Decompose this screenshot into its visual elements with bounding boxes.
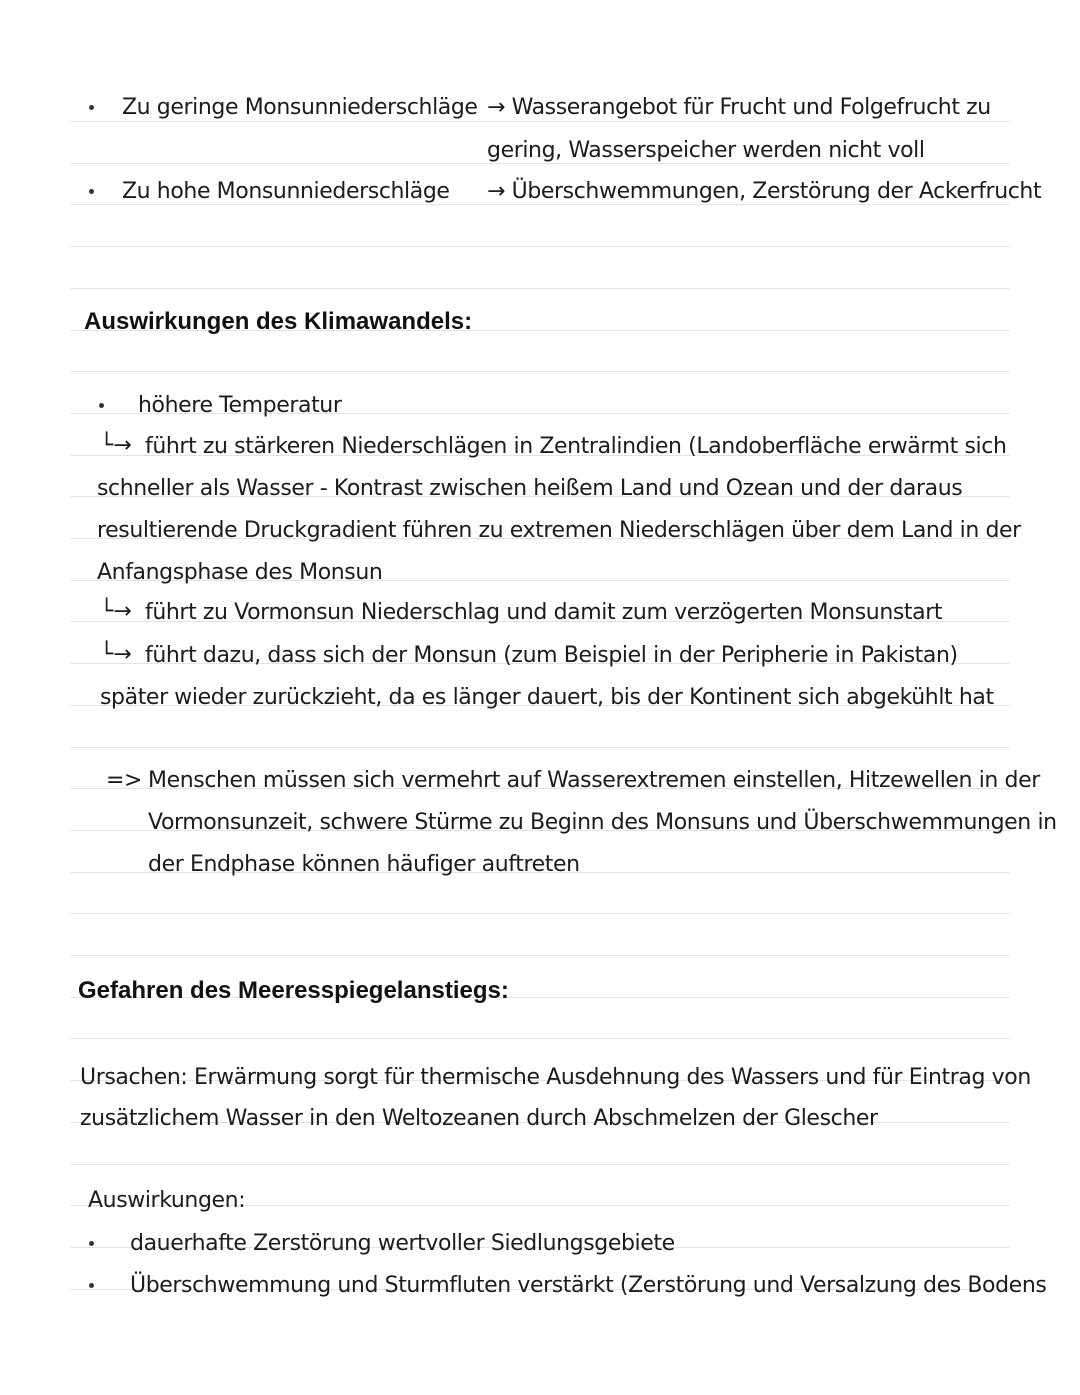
conclusion-text: der Endphase können häufiger auftreten [148,852,580,877]
result-text: resultierende Druckgradient führen zu extremen Niederschlägen über dem Land in der [97,518,1021,543]
hook-arrow-icon: └→ [100,599,132,624]
ruled-line [70,1038,1010,1039]
effects-label: Auswirkungen: [88,1188,246,1213]
bullet-dot [89,1283,94,1288]
ruled-line [70,747,1010,748]
cause-text: Zu hohe Monsunniederschläge [122,179,450,204]
hook-arrow-icon: └→ [100,433,132,458]
effect-text: → Überschwemmungen, Zerstörung der Ackerfrucht [487,179,1042,204]
result-text: schneller als Wasser - Kontrast zwischen heißem Land und Ozean und der daraus [97,476,963,501]
hook-arrow-icon: └→ [100,642,132,667]
result-text: führt dazu, dass sich der Monsun (zum Beispiel in der Peripherie in Pakistan) [145,643,958,668]
result-text: Anfangsphase des Monsun [97,560,383,585]
bullet-dot [89,105,94,110]
conclusion-text: Menschen müssen sich vermehrt auf Wasserextremen einstellen, Hitzewellen in der [148,768,1040,793]
result-text: führt zu stärkeren Niederschlägen in Zentralindien (Landoberfläche erwärmt sich [145,434,1007,459]
ruled-line [70,288,1010,289]
effect-text: → Wasserangebot für Frucht und Folgefrucht zu [487,95,991,120]
causes-text: Ursachen: Erwärmung sorgt für thermische Ausdehnung des Wassers und für Eintrag von [80,1065,1031,1090]
effect-item: dauerhafte Zerstörung wertvoller Siedlungsgebiete [130,1231,675,1256]
cause-text: Zu geringe Monsunniederschläge [122,95,478,120]
section-heading: Auswirkungen des Klimawandels: [84,308,473,335]
ruled-line [70,1164,1010,1165]
conclusion-text: Vormonsunzeit, schwere Stürme zu Beginn des Monsuns und Überschwemmungen in [148,810,1057,835]
ruled-line [70,246,1010,247]
bullet-dot [89,1241,94,1246]
bullet-dot [89,189,94,194]
ruled-line [70,371,1010,372]
effect-text: gering, Wasserspeicher werden nicht voll [487,138,925,163]
result-text: später wieder zurückzieht, da es länger dauert, bis der Kontinent sich abgekühlt hat [100,685,994,710]
causes-text: zusätzlichem Wasser in den Weltozeanen durch Abschmelzen der Glescher [80,1106,878,1131]
effect-item: Überschwemmung und Sturmfluten verstärkt (Zerstörung und Versalzung des Bodens [130,1273,1047,1298]
bullet-dot [99,403,104,408]
ruled-line [70,913,1010,914]
result-text: führt zu Vormonsun Niederschlag und damit zum verzögerten Monsunstart [145,600,943,625]
ruled-line [70,955,1010,956]
implies-arrow-icon: => [106,768,143,793]
section-heading: Gefahren des Meeresspiegelanstiegs: [78,977,509,1004]
bullet-text: höhere Temperatur [138,393,342,418]
